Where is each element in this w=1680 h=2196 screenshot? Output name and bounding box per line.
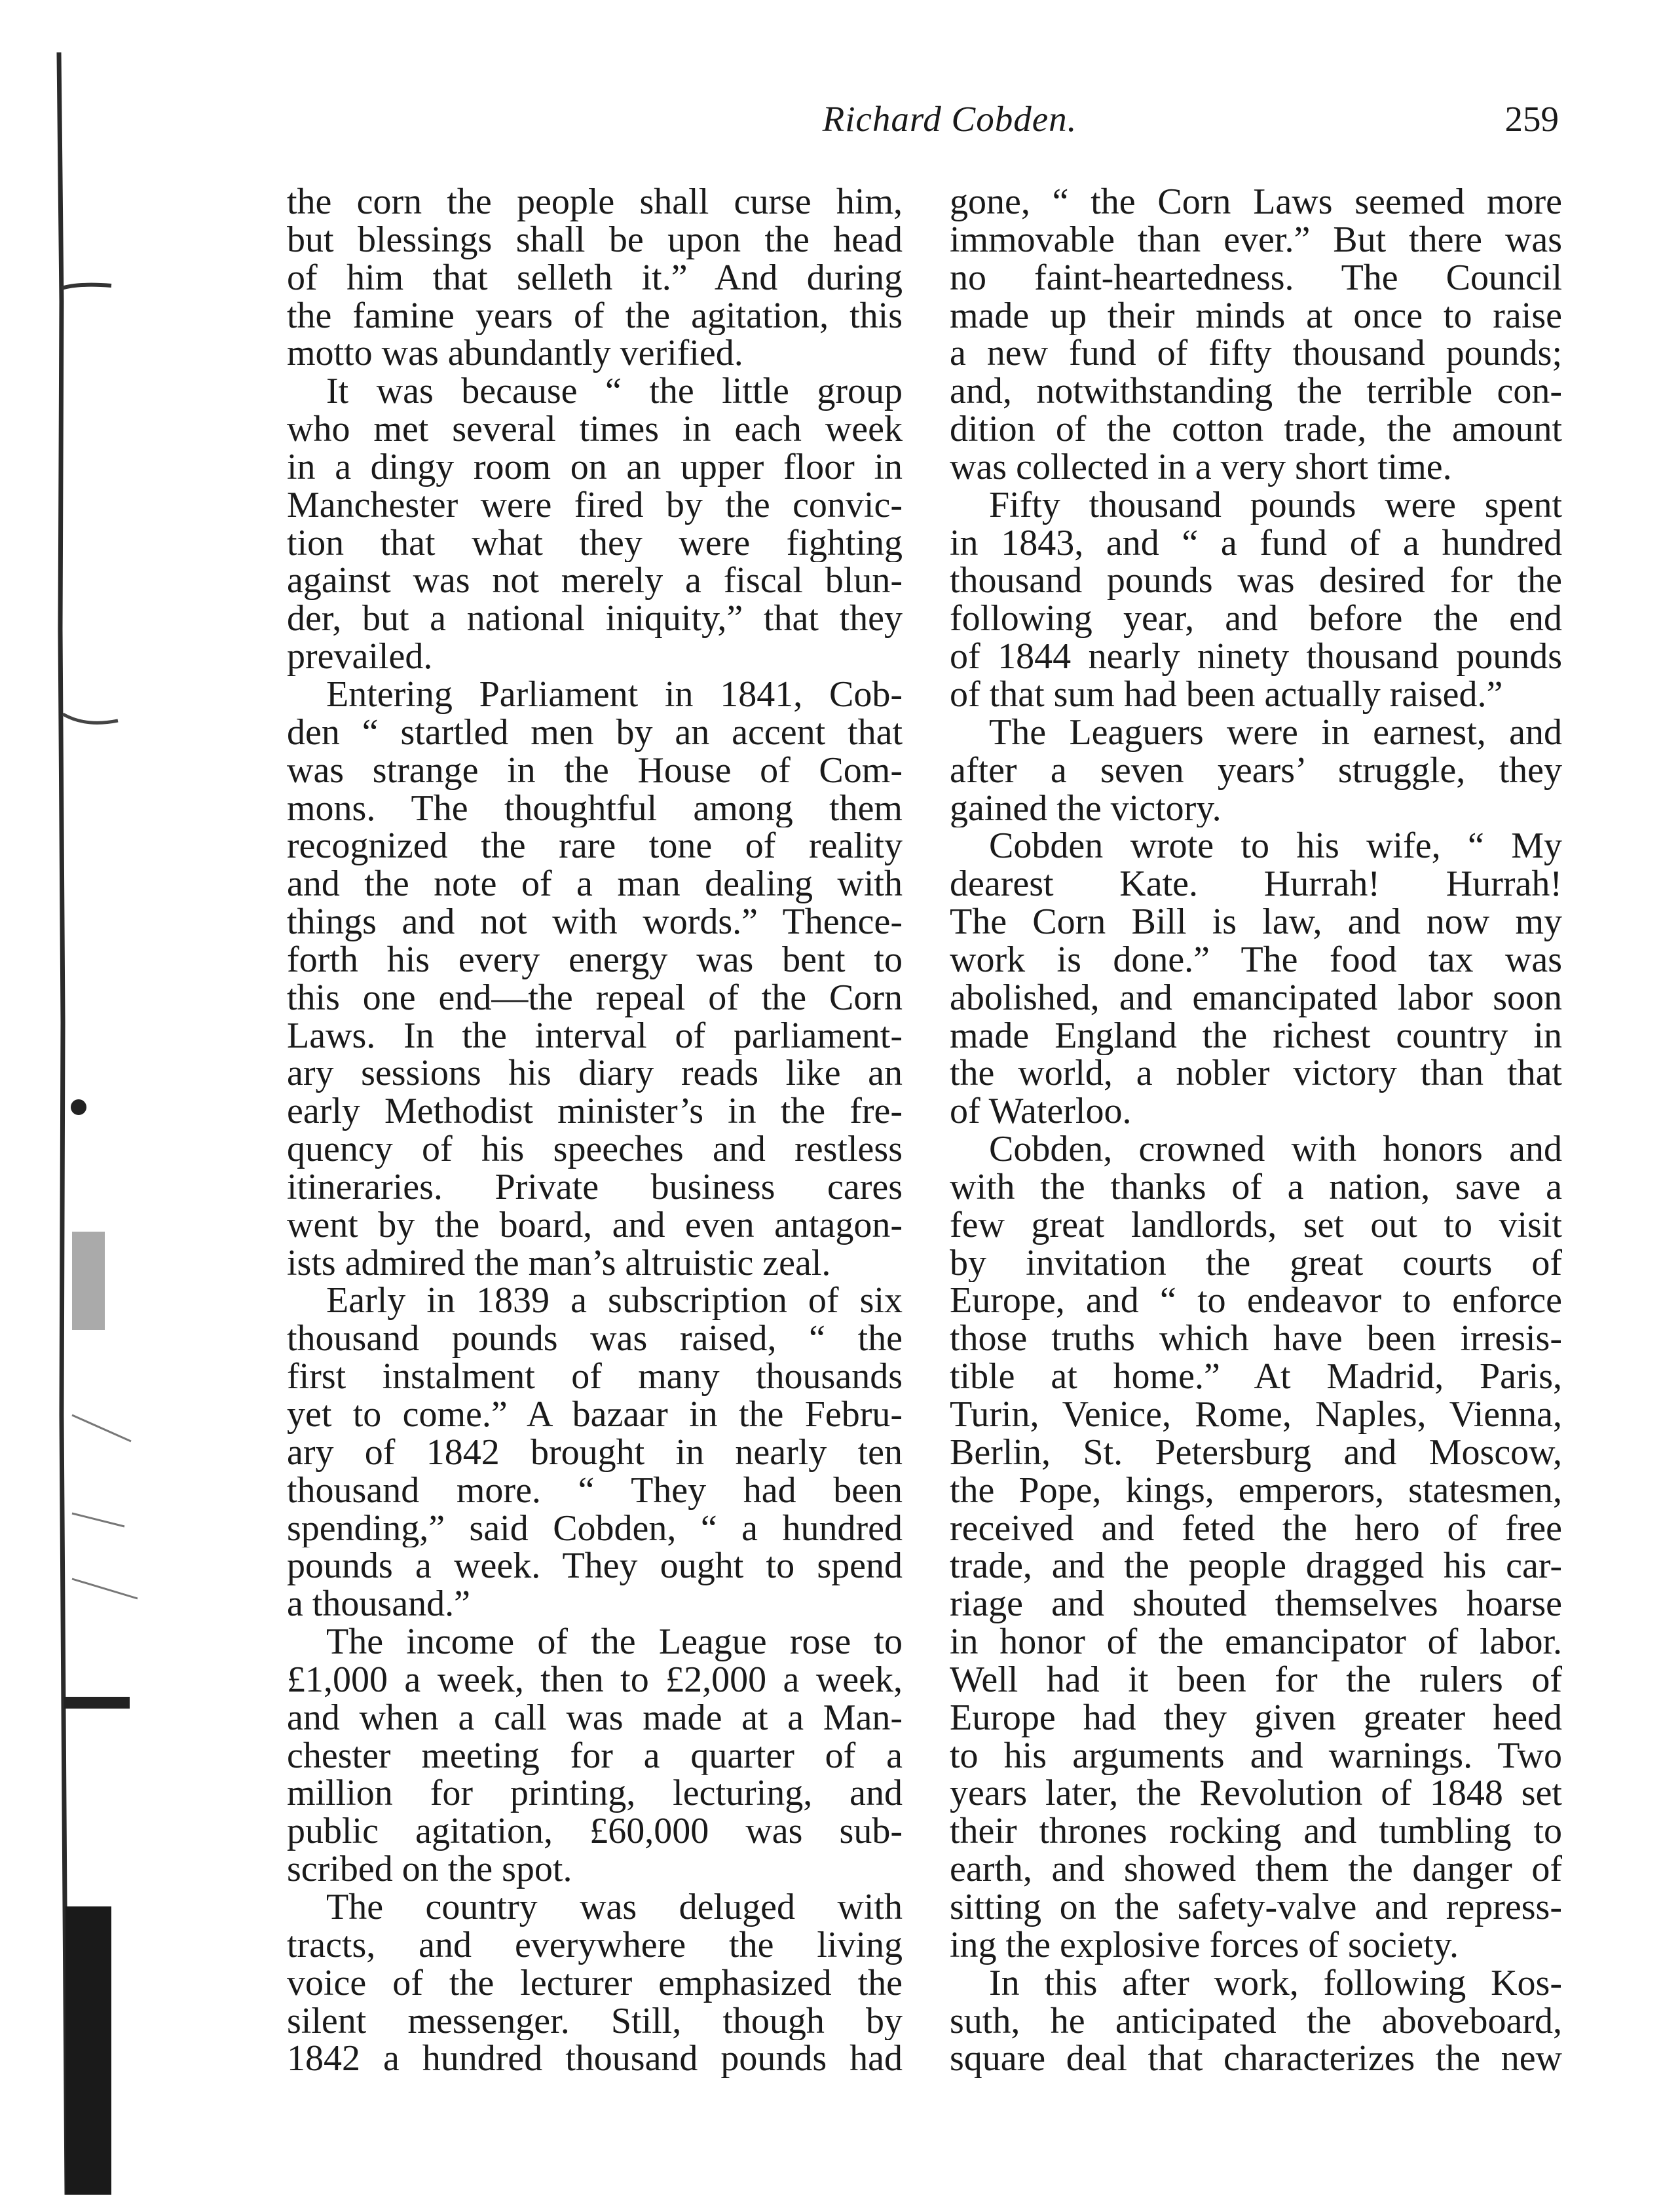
text-line: received and feted the hero of free bbox=[950, 1509, 1562, 1548]
text-line: dition of the cotton trade, the amount bbox=[950, 411, 1562, 449]
text-line: Manchester were fired by the convic- bbox=[287, 486, 903, 525]
text-line: who met several times in each week bbox=[287, 411, 903, 449]
text-line: trade, and the people dragged his car- bbox=[950, 1547, 1562, 1586]
text-line: earth, and showed them the danger of bbox=[950, 1851, 1562, 1889]
text-line: and the note of a man dealing with bbox=[287, 865, 903, 904]
text-line: of Waterloo. bbox=[950, 1093, 1132, 1131]
text-line: Cobden, crowned with honors and bbox=[989, 1131, 1562, 1169]
text-line: was strange in the House of Com- bbox=[287, 751, 903, 790]
text-line: yet to come.” A bazaar in the Febru- bbox=[287, 1396, 903, 1434]
text-line: £1,000 a week, then to £2,000 a week, bbox=[287, 1661, 903, 1699]
text-line: chester meeting for a quarter of a bbox=[287, 1737, 903, 1775]
text-line: gained the victory. bbox=[950, 789, 1222, 828]
text-line: following year, and before the end bbox=[950, 600, 1562, 639]
text-line: gone, “ the Corn Laws seemed more bbox=[950, 183, 1562, 221]
text-line: to his arguments and warnings. Two bbox=[950, 1737, 1562, 1775]
text-line: thousand more. “ They had been bbox=[287, 1471, 903, 1510]
text-line: 1842 a hundred thousand pounds had bbox=[287, 2040, 903, 2079]
text-line: It was because “ the little group bbox=[326, 373, 903, 411]
text-line: The Corn Bill is law, and now my bbox=[950, 903, 1562, 941]
text-line: der, but a national iniquity,” that they bbox=[287, 600, 903, 639]
text-line: but blessings shall be upon the head bbox=[287, 221, 903, 259]
text-line: tible at home.” At Madrid, Paris, bbox=[950, 1358, 1562, 1396]
text-line: riage and shouted themselves hoarse bbox=[950, 1585, 1562, 1624]
text-line: Cobden wrote to his wife, “ My bbox=[989, 827, 1562, 866]
text-line: few great landlords, set out to visit bbox=[950, 1206, 1562, 1245]
text-line: quency of his speeches and restless bbox=[287, 1131, 903, 1169]
text-line: pounds a week. They ought to spend bbox=[287, 1547, 903, 1586]
text-line: ary sessions his diary reads like an bbox=[287, 1055, 903, 1093]
text-line: Laws. In the interval of parliament- bbox=[287, 1017, 903, 1055]
text-line: million for printing, lecturing, and bbox=[287, 1775, 903, 1813]
text-line: suth, he anticipated the aboveboard, bbox=[950, 2002, 1562, 2041]
text-line: The country was deluged with bbox=[326, 1888, 903, 1927]
text-line: ing the explosive forces of society. bbox=[950, 1926, 1459, 1965]
text-line: their thrones rocking and tumbling to bbox=[950, 1813, 1562, 1851]
text-line: first instalment of many thousands bbox=[287, 1358, 903, 1396]
text-line: ists admired the man’s altruistic zeal. bbox=[287, 1244, 831, 1283]
text-line: ary of 1842 brought in nearly ten bbox=[287, 1433, 903, 1472]
text-line: against was not merely a fiscal blun- bbox=[287, 562, 903, 601]
text-line: and, notwithstanding the terrible con- bbox=[950, 373, 1562, 411]
text-line: made England the richest country in bbox=[950, 1017, 1562, 1055]
text-line: The Leaguers were in earnest, and bbox=[989, 713, 1562, 752]
text-line: in a dingy room on an upper floor in bbox=[287, 448, 903, 487]
text-line: prevailed. bbox=[287, 638, 433, 676]
text-line: the Pope, kings, emperors, statesmen, bbox=[950, 1471, 1562, 1510]
text-line: The income of the League rose to bbox=[326, 1623, 903, 1661]
text-line: Well had it been for the rulers of bbox=[950, 1661, 1562, 1699]
text-line: Europe, and “ to endeavor to enforce bbox=[950, 1282, 1562, 1321]
text-line: of 1844 nearly ninety thousand pounds bbox=[950, 638, 1562, 676]
text-line: Europe had they given greater heed bbox=[950, 1699, 1562, 1737]
page-binding-edge bbox=[52, 39, 144, 2195]
text-line: the world, a nobler victory than that bbox=[950, 1055, 1562, 1093]
text-line: years later, the Revolution of 1848 set bbox=[950, 1775, 1562, 1813]
text-line: this one end—the repeal of the Corn bbox=[287, 979, 903, 1017]
text-line: voice of the lecturer emphasized the bbox=[287, 1964, 903, 2003]
text-line: was collected in a very short time. bbox=[950, 448, 1452, 487]
text-column-right bbox=[950, 183, 1562, 2078]
text-line: things and not with words.” Thence- bbox=[287, 903, 903, 941]
text-line: of that sum had been actually raised.” bbox=[950, 675, 1503, 714]
text-line: recognized the rare tone of reality bbox=[287, 827, 903, 866]
text-line: tracts, and everywhere the living bbox=[287, 1926, 903, 1965]
text-line: the corn the people shall curse him, bbox=[287, 183, 903, 221]
text-line: the famine years of the agitation, this bbox=[287, 297, 903, 335]
text-line: Early in 1839 a subscription of six bbox=[326, 1282, 903, 1321]
text-line: immovable than ever.” But there was bbox=[950, 221, 1562, 259]
text-line: early Methodist minister’s in the fre- bbox=[287, 1093, 903, 1131]
text-line: dearest Kate. Hurrah! Hurrah! bbox=[950, 865, 1562, 904]
text-line: sitting on the safety-valve and repress- bbox=[950, 1888, 1562, 1927]
text-line: of him that selleth it.” And during bbox=[287, 259, 903, 297]
text-line: silent messenger. Still, though by bbox=[287, 2002, 903, 2041]
text-line: Entering Parliament in 1841, Cob- bbox=[326, 675, 903, 714]
text-line: spending,” said Cobden, “ a hundred bbox=[287, 1509, 903, 1548]
text-line: square deal that characterizes the new bbox=[950, 2040, 1562, 2079]
text-line: work is done.” The food tax was bbox=[950, 941, 1562, 979]
text-line: went by the board, and even antagon- bbox=[287, 1206, 903, 1245]
text-line: abolished, and emancipated labor soon bbox=[950, 979, 1562, 1017]
text-line: thousand pounds was raised, “ the bbox=[287, 1320, 903, 1359]
text-line: forth his every energy was bent to bbox=[287, 941, 903, 979]
text-line: those truths which have been irresis- bbox=[950, 1320, 1562, 1359]
text-line: a new fund of fifty thousand pounds; bbox=[950, 335, 1562, 373]
text-line: thousand pounds was desired for the bbox=[950, 562, 1562, 601]
text-line: by invitation the great courts of bbox=[950, 1244, 1562, 1283]
text-line: Berlin, St. Petersburg and Moscow, bbox=[950, 1433, 1562, 1472]
text-line: motto was abundantly verified. bbox=[287, 335, 743, 373]
text-line: scribed on the spot. bbox=[287, 1851, 572, 1889]
page-number: 259 bbox=[1504, 99, 1559, 139]
text-column-left bbox=[287, 183, 903, 2078]
text-line: in honor of the emancipator of labor. bbox=[950, 1623, 1562, 1661]
text-line: itineraries. Private business cares bbox=[287, 1168, 903, 1207]
text-line: Fifty thousand pounds were spent bbox=[989, 486, 1562, 525]
text-line: In this after work, following Kos- bbox=[989, 1964, 1562, 2003]
text-line: no faint-heartedness. The Council bbox=[950, 259, 1562, 297]
text-line: made up their minds at once to raise bbox=[950, 297, 1562, 335]
text-line: public agitation, £60,000 was sub- bbox=[287, 1813, 903, 1851]
text-line: after a seven years’ struggle, they bbox=[950, 751, 1562, 790]
text-line: den “ startled men by an accent that bbox=[287, 713, 903, 752]
text-line: mons. The thoughtful among them bbox=[287, 789, 903, 828]
text-line: and when a call was made at a Man- bbox=[287, 1699, 903, 1737]
text-line: in 1843, and “ a fund of a hundred bbox=[950, 524, 1562, 563]
text-line: tion that what they were fighting bbox=[287, 524, 903, 563]
running-title: Richard Cobden. bbox=[822, 99, 1077, 139]
text-line: with the thanks of a nation, save a bbox=[950, 1168, 1562, 1207]
text-line: a thousand.” bbox=[287, 1585, 470, 1624]
text-line: Turin, Venice, Rome, Naples, Vienna, bbox=[950, 1396, 1562, 1434]
